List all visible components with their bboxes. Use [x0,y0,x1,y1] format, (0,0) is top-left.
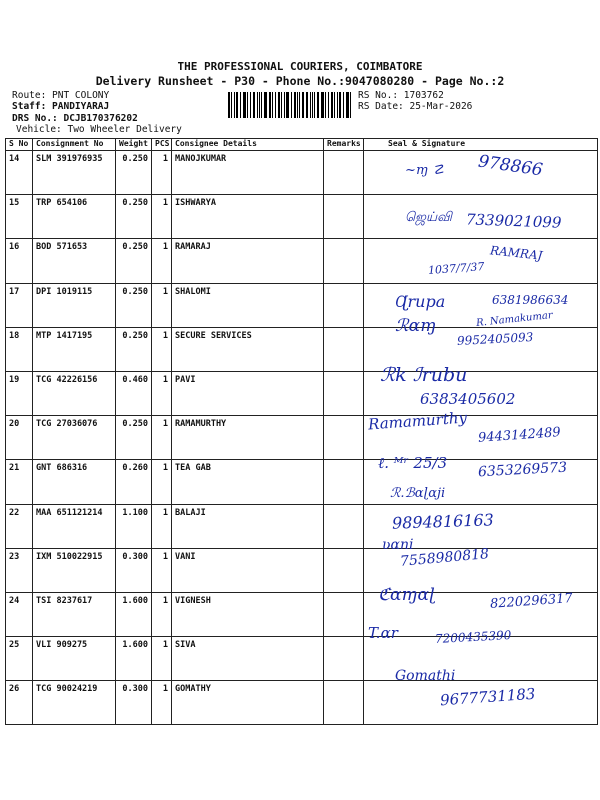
barcode-bar [259,92,260,118]
signature-name-26: Gomathi [395,668,456,684]
row-consignment: TCG 90024219 [33,681,116,725]
signature-scribble-19: ℛk ℐrubu [380,364,468,386]
table-header-row [6,139,598,151]
barcode-bar [278,92,280,118]
barcode-bar [328,92,329,118]
signature-phone-26: 9677731183 [439,684,536,710]
row-pcs: 1 [152,637,172,681]
table-row [6,504,598,548]
row-consignee: SIVA [172,637,324,681]
row-sno: 24 [6,592,33,636]
row-sno: 15 [6,195,33,239]
row-remarks [324,460,364,504]
signature-phone-23: 7558980818 [399,546,490,570]
vehicle-label: Vehicle: Two Wheeler Delivery [16,124,182,135]
barcode-bar [228,92,230,118]
row-sno: 25 [6,637,33,681]
row-pcs: 1 [152,416,172,460]
barcode-bar [247,92,248,118]
row-consignee: ISHWARYA [172,195,324,239]
barcode-bar [281,92,282,118]
row-weight: 0.250 [116,416,152,460]
barcode-bar [294,92,296,118]
barcode-bar [272,92,273,118]
barcode-bar [257,92,258,118]
row-sno: 14 [6,151,33,195]
col-signature: Seal & Signature [364,139,598,151]
col-consignment: Consignment No [33,139,116,151]
barcode-bar [337,92,338,118]
row-consignee: SHALOMI [172,283,324,327]
rs-date: RS Date: 25-Mar-2026 [358,101,473,112]
row-sno: 26 [6,681,33,725]
row-remarks [324,371,364,415]
row-consignment: TCG 42226156 [33,371,116,415]
barcode-bar [243,92,246,118]
row-consignment: TRP 654106 [33,195,116,239]
row-pcs: 1 [152,151,172,195]
row-weight: 0.300 [116,681,152,725]
barcode-bar [325,92,326,118]
row-remarks [324,592,364,636]
row-remarks [324,151,364,195]
row-sno: 18 [6,327,33,371]
row-consignee: SECURE SERVICES [172,327,324,371]
row-remarks [324,239,364,283]
barcode-bar [261,92,262,118]
route-label: Route: PNT COLONY [12,90,110,101]
signature-scribble-21: ℓ. ᴹʳ 25/3 [378,454,448,472]
barcode-bar [310,92,311,118]
row-remarks [324,195,364,239]
signature-phone-15: 7339021099 [465,210,562,232]
signature-phone-18: 9952405093 [456,330,534,348]
barcode-bar [339,92,341,118]
barcode-bar [321,92,324,118]
row-consignee: GOMATHY [172,681,324,725]
row-weight: 1.100 [116,504,152,548]
drs-label: DRS No.: DCJB170376202 [12,113,138,124]
barcode-bar [334,92,335,118]
barcode [228,92,353,118]
signature-phone-17: 6381986634 [492,293,569,307]
barcode-bar [264,92,267,118]
row-remarks [324,327,364,371]
row-weight: 0.460 [116,371,152,415]
col-consignee: Consignee Details [172,139,324,151]
row-consignee: VANI [172,548,324,592]
barcode-bar [240,92,241,118]
row-weight: 0.250 [116,195,152,239]
barcode-bar [306,92,308,118]
barcode-bar [250,92,251,118]
barcode-bar [291,92,292,118]
signature-scribble-14: ~ɱ ☡ [405,163,445,178]
row-pcs: 1 [152,548,172,592]
col-sno: S No [6,139,33,151]
row-pcs: 1 [152,592,172,636]
row-weight: 1.600 [116,592,152,636]
row-consignment: VLI 909275 [33,637,116,681]
signature-scribble-25: T.ɑr [368,624,398,642]
barcode-bar [286,92,289,118]
row-sno: 23 [6,548,33,592]
signature-phone-25: 7200435390 [434,628,512,646]
signature-phone-24: 8220296317 [489,591,574,612]
row-weight: 0.260 [116,460,152,504]
row-weight: 0.250 [116,327,152,371]
barcode-bar [284,92,285,118]
row-sno: 22 [6,504,33,548]
row-consignee: BALAJI [172,504,324,548]
signature-scribble-18: ℛɑɱ [395,316,437,336]
row-remarks [324,548,364,592]
row-weight: 0.300 [116,548,152,592]
barcode-bar [297,92,298,118]
runsheet-subtitle: Delivery Runsheet - P30 - Phone No.:9047080280 - Page No.:2 [95,74,505,88]
row-consignment: SLM 391976935 [33,151,116,195]
signature-scribble-20: Ramamurthy [367,408,468,434]
row-pcs: 1 [152,239,172,283]
row-sno: 20 [6,416,33,460]
barcode-bar [314,92,315,118]
barcode-bar [269,92,271,118]
row-sno: 17 [6,283,33,327]
row-sno: 19 [6,371,33,415]
row-remarks [324,416,364,460]
barcode-bar [234,92,235,118]
row-remarks [324,283,364,327]
row-consignment: GNT 686316 [33,460,116,504]
signature-scribble-15: ஜெய்வி [405,210,452,225]
signature-phone-22: 9894816163 [391,510,495,533]
staff-label: Staff: PANDIYARAJ [12,101,110,112]
barcode-bar [302,92,304,118]
row-consignee: VIGNESH [172,592,324,636]
row-pcs: 1 [152,504,172,548]
signature-phone-21: 6353269573 [477,459,568,481]
row-consignment: BOD 571653 [33,239,116,283]
barcode-bar [317,92,319,118]
row-sno: 16 [6,239,33,283]
barcode-bar [346,92,349,118]
signature-phone-20: 9443142489 [477,425,562,446]
row-consignment: MTP 1417195 [33,327,116,371]
signature-scribble-24: ℭɑɱɑɭ [378,585,436,605]
barcode-bar [236,92,238,118]
row-sno: 21 [6,460,33,504]
row-consignment: IXM 510022915 [33,548,116,592]
row-consignee: RAMAMURTHY [172,416,324,460]
signature-phone-19: 6383405602 [420,390,516,408]
row-consignment: DPI 1019115 [33,283,116,327]
signature-phone-14: 978866 [476,151,544,181]
signature-scribble-23: ʋɑni [382,537,414,553]
signature-name-18: R. Namakumar [475,310,554,329]
row-pcs: 1 [152,681,172,725]
row-remarks [324,504,364,548]
row-pcs: 1 [152,327,172,371]
row-consignee: TEA GAB [172,460,324,504]
col-pcs: PCS [152,139,172,151]
row-consignment: TCG 27036076 [33,416,116,460]
barcode-bar [331,92,333,118]
row-consignee: MANOJKUMAR [172,151,324,195]
row-consignee: PAVI [172,371,324,415]
row-pcs: 1 [152,371,172,415]
barcode-bar [275,92,276,118]
rs-number: RS No.: 1703762 [358,90,444,101]
barcode-bar [343,92,344,118]
signature-scribble-22: ℛ.ℬɑɭɑji [390,486,446,501]
row-weight: 0.250 [116,239,152,283]
row-pcs: 1 [152,283,172,327]
table-row [6,637,598,681]
row-pcs: 1 [152,460,172,504]
barcode-bar [253,92,255,118]
signature-scribble-16: 1037/7/37 [427,260,485,277]
signature-name-16: RAMRAJ [489,243,544,263]
company-title: THE PROFESSIONAL COURIERS, COIMBATORE [177,60,423,73]
col-remarks: Remarks [324,139,364,151]
row-weight: 0.250 [116,283,152,327]
signature-scribble-17: Ɋrupa [395,292,446,311]
barcode-bar [231,92,232,118]
row-consignment: MAA 651121214 [33,504,116,548]
row-remarks [324,637,364,681]
barcode-bar [312,92,313,118]
row-weight: 1.600 [116,637,152,681]
col-weight: Weight [116,139,152,151]
row-consignment: TSI 8237617 [33,592,116,636]
barcode-bar [350,92,351,118]
row-pcs: 1 [152,195,172,239]
barcode-bar [299,92,300,118]
table-row [6,548,598,592]
row-weight: 0.250 [116,151,152,195]
row-remarks [324,681,364,725]
row-consignee: RAMARAJ [172,239,324,283]
